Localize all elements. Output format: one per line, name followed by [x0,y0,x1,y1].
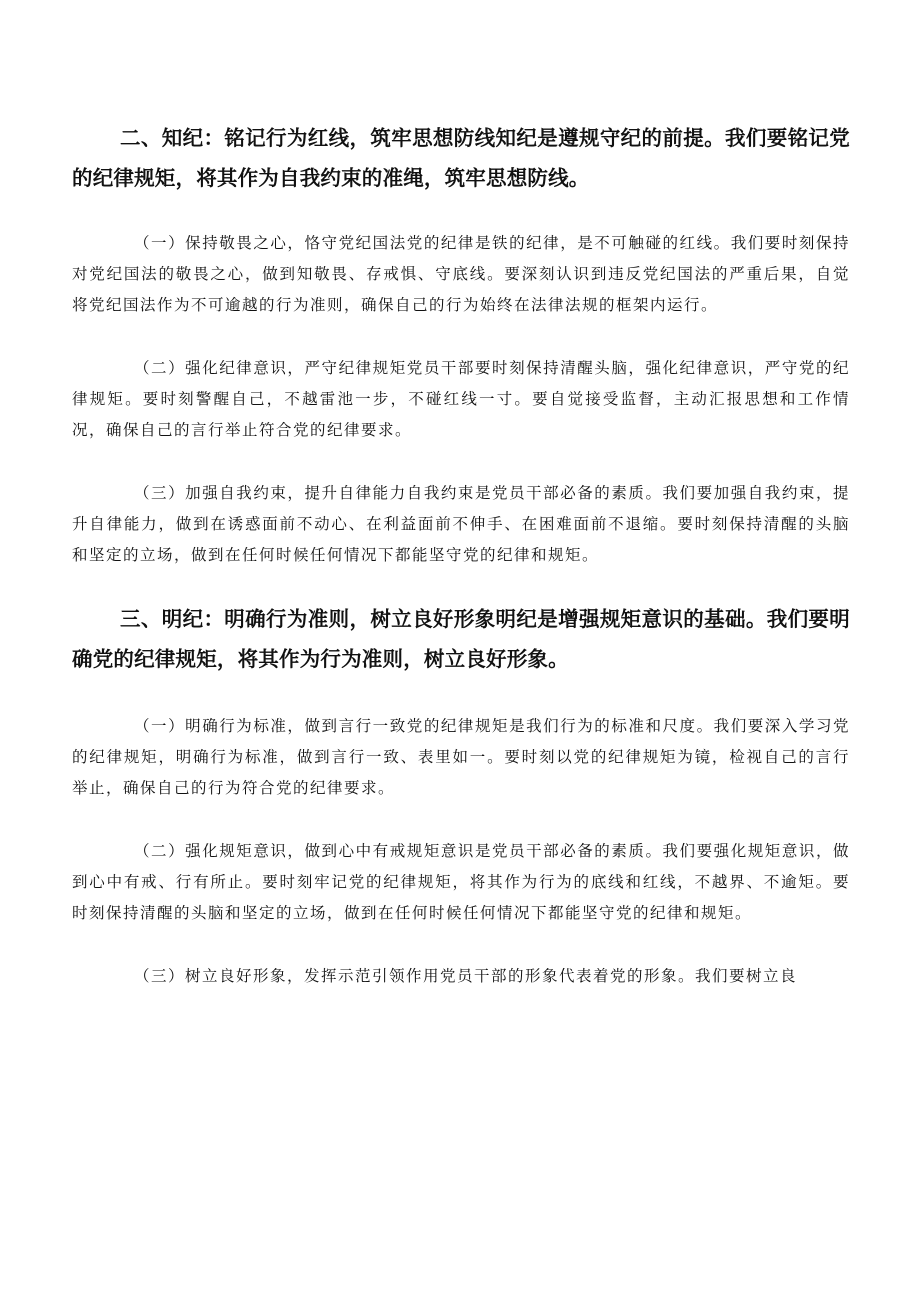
section-heading-mingji: 三、明纪：明确行为准则，树立良好形象明纪是增强规矩意识的基础。我们要明确党的纪律规矩，将其作为行为准则，树立良好形象。 [72,607,850,671]
paragraph: （一）明确行为标准，做到言行一致党的纪律规矩是我们行为的标准和尺度。我们要深入学习党的纪律规矩，明确行为标准，做到言行一致、表里如一。要时刻以党的纪律规矩为镜，检视自己的言行举止，确保自己的行为符合党的纪律要求。 [72,717,850,797]
paragraph: （二）强化规矩意识，做到心中有戒规矩意识是党员干部必备的素质。我们要强化规矩意识，做到心中有戒、行有所止。要时刻牢记党的纪律规矩，将其作为行为的底线和红线，不越界、不逾矩。要时刻保持清醒的头脑和坚定的立场，做到在任何时候任何情况下都能坚守党的纪律和规矩。 [72,842,850,922]
section-heading-zhiji: 二、知纪：铭记行为红线，筑牢思想防线知纪是遵规守纪的前提。我们要铭记党的纪律规矩，将其作为自我约束的准绳，筑牢思想防线。 [72,126,850,190]
document-body [72,118,850,992]
paragraph: （三）加强自我约束，提升自律能力自我约束是党员干部必备的素质。我们要加强自我约束，提升自律能力，做到在诱惑面前不动心、在利益面前不伸手、在困难面前不退缩。要时刻保持清醒的头脑和坚定的立场，做到在任何时候任何情况下都能坚守党的纪律和规矩。 [72,484,850,564]
paragraph: （一）保持敬畏之心，恪守党纪国法党的纪律是铁的纪律，是不可触碰的红线。我们要时刻保持对党纪国法的敬畏之心，做到知敬畏、存戒惧、守底线。要深刻认识到违反党纪国法的严重后果，自觉将党纪国法作为不可逾越的行为准则，确保自己的行为始终在法律法规的框架内运行。 [72,234,850,314]
paragraph: （三）树立良好形象，发挥示范引领作用党员干部的形象代表着党的形象。我们要树立良 [134,967,798,985]
paragraph: （二）强化纪律意识，严守纪律规矩党员干部要时刻保持清醒头脑，强化纪律意识，严守党的纪律规矩。要时刻警醒自己，不越雷池一步，不碰红线一寸。要自觉接受监督，主动汇报思想和工作情况，确保自己的言行举止符合党的纪律要求。 [72,359,850,439]
